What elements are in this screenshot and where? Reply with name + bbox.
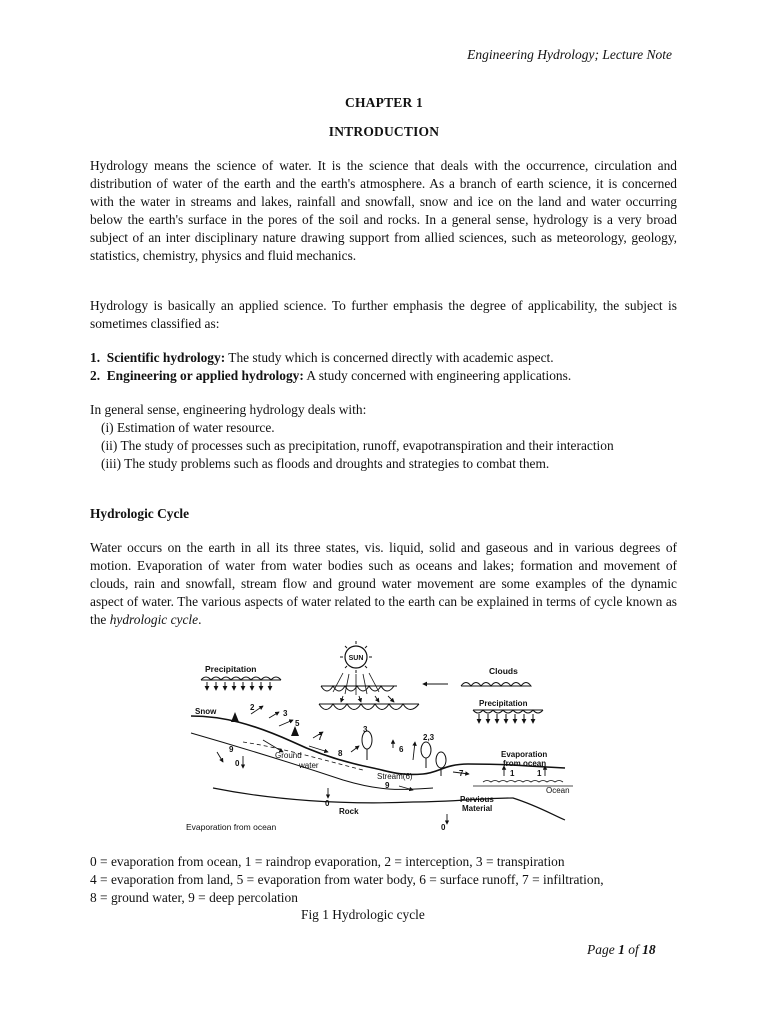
scope-intro: In general sense, engineering hydrology deals with: [90, 402, 367, 417]
paragraph-hydrologic-cycle: Water occurs on the earth in all its three states, vis. liquid, solid and gaseous and in various degrees of motion. Evaporation of water from water bodies such as oceans and lakes; formation and movement of clouds, rain and snowfall, stream flow and ground water movement are some examples of the dynamic aspect of water. The various aspects of water related to the earth can be explained in terms of cycle known as the hydrologic cycle. [90, 540, 677, 627]
svg-text:6: 6 [399, 745, 404, 754]
snow-trees-icon [231, 712, 299, 736]
svg-text:1: 1 [537, 769, 542, 778]
svg-text:2,3: 2,3 [423, 733, 435, 742]
svg-text:0: 0 [235, 759, 240, 768]
clouds-label: Clouds [489, 666, 518, 676]
scope-item: (ii) The study of processes such as precipitation, runoff, evapotranspiration and their interaction [101, 438, 614, 453]
rain-arrows-right [479, 714, 533, 723]
svg-text:1: 1 [510, 769, 515, 778]
classification-list [90, 349, 677, 385]
stream-label: Stream(6) [377, 772, 413, 781]
svg-text:3: 3 [283, 709, 288, 718]
list-term: Engineering or applied hydrology: [106, 368, 304, 383]
pervious-label-1: Pervious [460, 795, 494, 804]
paragraph-applied-science: Hydrology is basically an applied science. To further emphasis the degree of applicability, the subject is sometimes classified as: [90, 298, 677, 331]
sun-label: SUN [348, 655, 364, 662]
scope-item: (iii) The study problems such as floods and droughts and strategies to combat them. [101, 456, 550, 471]
svg-text:0: 0 [325, 799, 330, 808]
list-item: 1. Scientific hydrology: The study which is concerned directly with academic aspect. [90, 350, 554, 365]
pervious-label-2: Material [462, 804, 493, 813]
legend-line: 4 = evaporation from land, 5 = evaporation from water body, 6 = surface runoff, 7 = infiltration, [90, 872, 604, 887]
svg-text:0: 0 [441, 823, 446, 832]
rock-label: Rock [339, 807, 359, 816]
emphasis-hydrologic-cycle: hydrologic cycle [109, 612, 199, 627]
bottom-caption-label: Evaporation from ocean [186, 822, 277, 832]
figure-legend [90, 853, 677, 907]
chapter-title: INTRODUCTION [328, 124, 440, 139]
evaporation-ocean-label-1: Evaporation [501, 750, 548, 759]
water-label: water [299, 761, 319, 770]
evaporation-ocean-label-2: from ocean [503, 759, 547, 768]
svg-text:9: 9 [229, 745, 234, 754]
ocean-label: Ocean [546, 786, 570, 795]
cloud-right-icon [461, 683, 531, 687]
precipitation-label-left: Precipitation [205, 664, 257, 674]
running-header: Engineering Hydrology; Lecture Note [467, 47, 672, 62]
section-heading: Hydrologic Cycle [90, 506, 190, 521]
chapter-number: CHAPTER 1 [345, 95, 423, 110]
engineering-hydrology-scope [90, 401, 677, 473]
process-numbers [229, 703, 542, 832]
figure-title: Fig 1 Hydrologic cycle [301, 907, 425, 922]
svg-text:3: 3 [363, 725, 368, 734]
svg-text:2: 2 [250, 703, 255, 712]
rain-arrows-left [207, 682, 270, 690]
list-term: Scientific hydrology: [106, 350, 226, 365]
cloud-right-lower-icon [473, 710, 543, 713]
legend-line: 8 = ground water, 9 = deep percolation [90, 890, 298, 905]
ground-label: Ground [275, 751, 302, 760]
svg-text:8: 8 [338, 749, 343, 758]
cloud-down-arrows [341, 696, 394, 702]
hydrologic-cycle-figure [183, 640, 583, 836]
cloud-left-icon [201, 677, 281, 680]
svg-text:7: 7 [318, 733, 323, 742]
precipitation-label-right: Precipitation [479, 699, 528, 708]
legend-line: 0 = evaporation from ocean, 1 = raindrop evaporation, 2 = interception, 3 = transpiration [90, 854, 565, 869]
page-number: Page 1 of 18 [587, 942, 656, 957]
svg-text:5: 5 [295, 719, 300, 728]
svg-text:9: 9 [385, 781, 390, 790]
scope-item: (i) Estimation of water resource. [101, 420, 275, 435]
paragraph-definition: Hydrology means the science of water. It is the science that deals with the occurrence, circulation and distribution of water of the earth and the earth's atmosphere. As a branch of earth science, it is concerned with the water in streams and lakes, rainfall and snowfall, snow and ice on the land and water occurring below the earth's surface in the pores of the soil and rocks. In a general sense, hydrology is a very broad subject of an inter disciplinary nature drawing support from allied sciences, such as meteorology, geology, statistics, chemistry, physics and fluid mechanics. [90, 158, 677, 263]
svg-text:7: 7 [459, 769, 464, 778]
rock-layer-line [213, 788, 565, 820]
snow-label: Snow [195, 707, 217, 716]
list-item: 2. Engineering or applied hydrology: A study concerned with engineering applications. [90, 368, 572, 383]
